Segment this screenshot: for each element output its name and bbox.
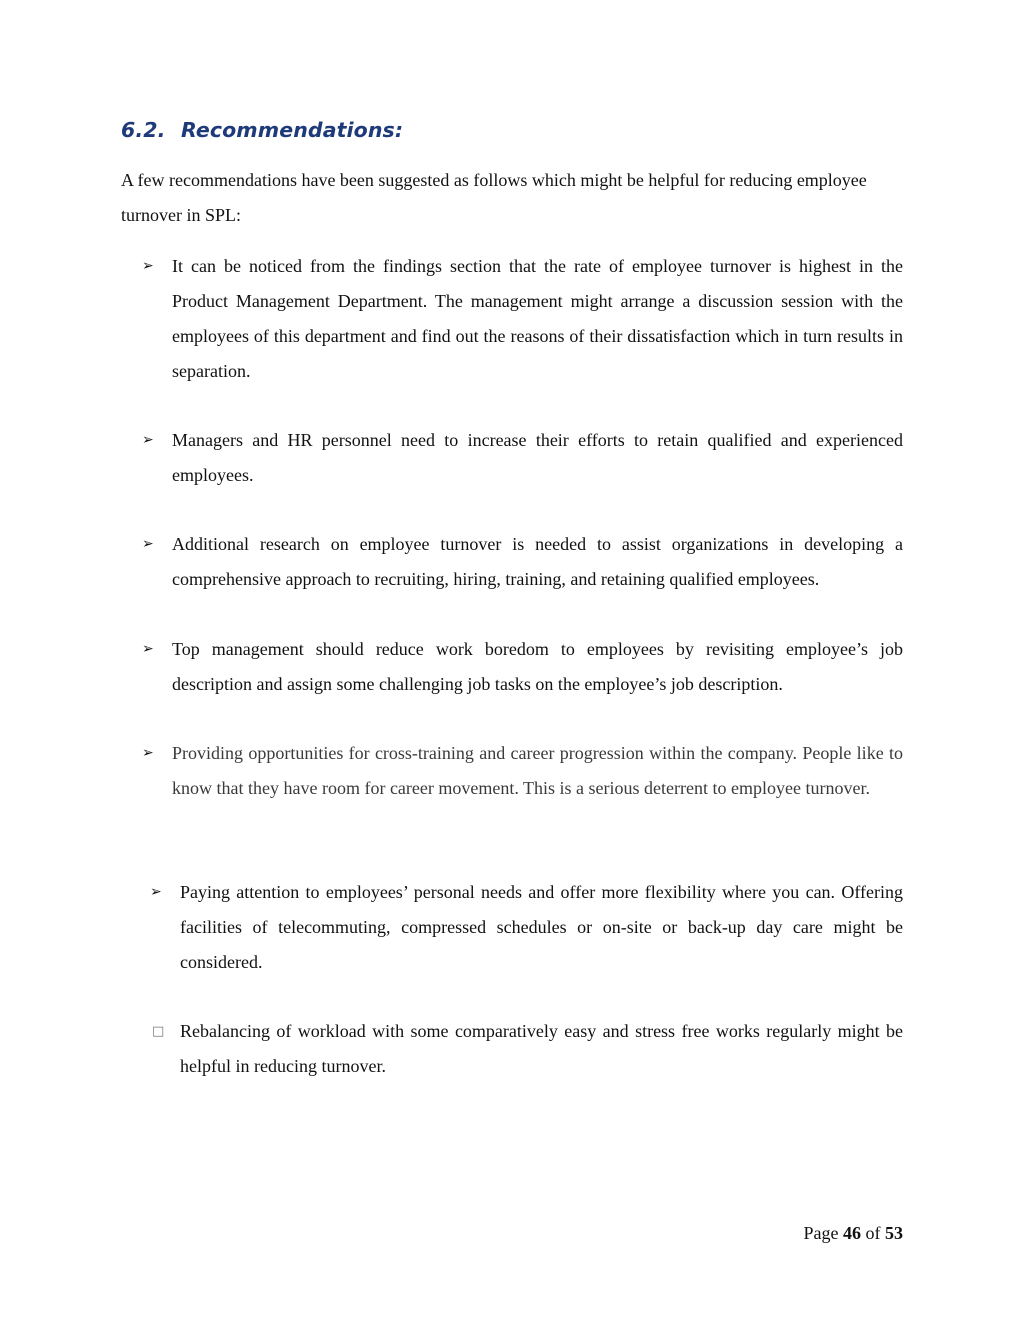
- bullet-text: Additional research on employee turnover is needed to assist organizations in developing a comprehensive approach to recruiting, hiring, training, and retaining qualified employees.: [172, 534, 903, 589]
- section-title: Recommendations:: [181, 118, 404, 142]
- page-of-label: of: [865, 1223, 881, 1243]
- square-bullet-icon: □: [152, 1024, 165, 1039]
- bullet-item: [142, 423, 903, 493]
- bullet-item: [142, 632, 903, 702]
- arrow-bullet-icon: ➢: [142, 536, 154, 552]
- arrow-bullet-icon: ➢: [142, 258, 154, 274]
- bullet-text: Providing opportunities for cross-training and career progression within the company. People like to know that they have room for career movement. This is a serious deterrent to employee turnover.: [172, 743, 903, 798]
- bullet-text: Top management should reduce work boredom to employees by revisiting employee’s job description and assign some challenging job tasks on the employee’s job description.: [172, 639, 903, 694]
- page-label: Page: [803, 1223, 839, 1243]
- bullet-text: It can be noticed from the findings section that the rate of employee turnover is highest in the Product Management Department. The management might arrange a discussion session with the employees of this department and find out the reasons of their dissatisfaction which in turn results in separation.: [172, 256, 903, 381]
- section-heading: [121, 118, 403, 142]
- arrow-bullet-icon: ➢: [142, 641, 154, 657]
- bullet-text: Rebalancing of workload with some comparatively easy and stress free works regularly might be helpful in reducing turnover.: [180, 1021, 903, 1076]
- bullet-item: [142, 249, 903, 389]
- current-page: 46: [843, 1223, 861, 1243]
- bullet-item: [150, 875, 903, 980]
- section-number: 6.2.: [121, 118, 166, 142]
- bullet-item: [152, 1014, 903, 1084]
- bullet-item: [142, 527, 903, 597]
- bullet-item: [142, 736, 903, 806]
- arrow-bullet-icon: ➢: [142, 432, 154, 448]
- bullet-text: Paying attention to employees’ personal needs and offer more flexibility where you can. Offering facilities of telecommuting, compressed schedules or on-site or back-up day care might be considered.: [180, 882, 903, 972]
- arrow-bullet-icon: ➢: [142, 745, 154, 761]
- total-pages: 53: [885, 1223, 903, 1243]
- bullet-text: Managers and HR personnel need to increase their efforts to retain qualified and experienced employees.: [172, 430, 903, 485]
- page-number: [804, 1216, 904, 1251]
- intro-paragraph: A few recommendations have been suggested as follows which might be helpful for reducing employee turnover in SPL:: [121, 170, 867, 225]
- arrow-bullet-icon: ➢: [150, 884, 162, 900]
